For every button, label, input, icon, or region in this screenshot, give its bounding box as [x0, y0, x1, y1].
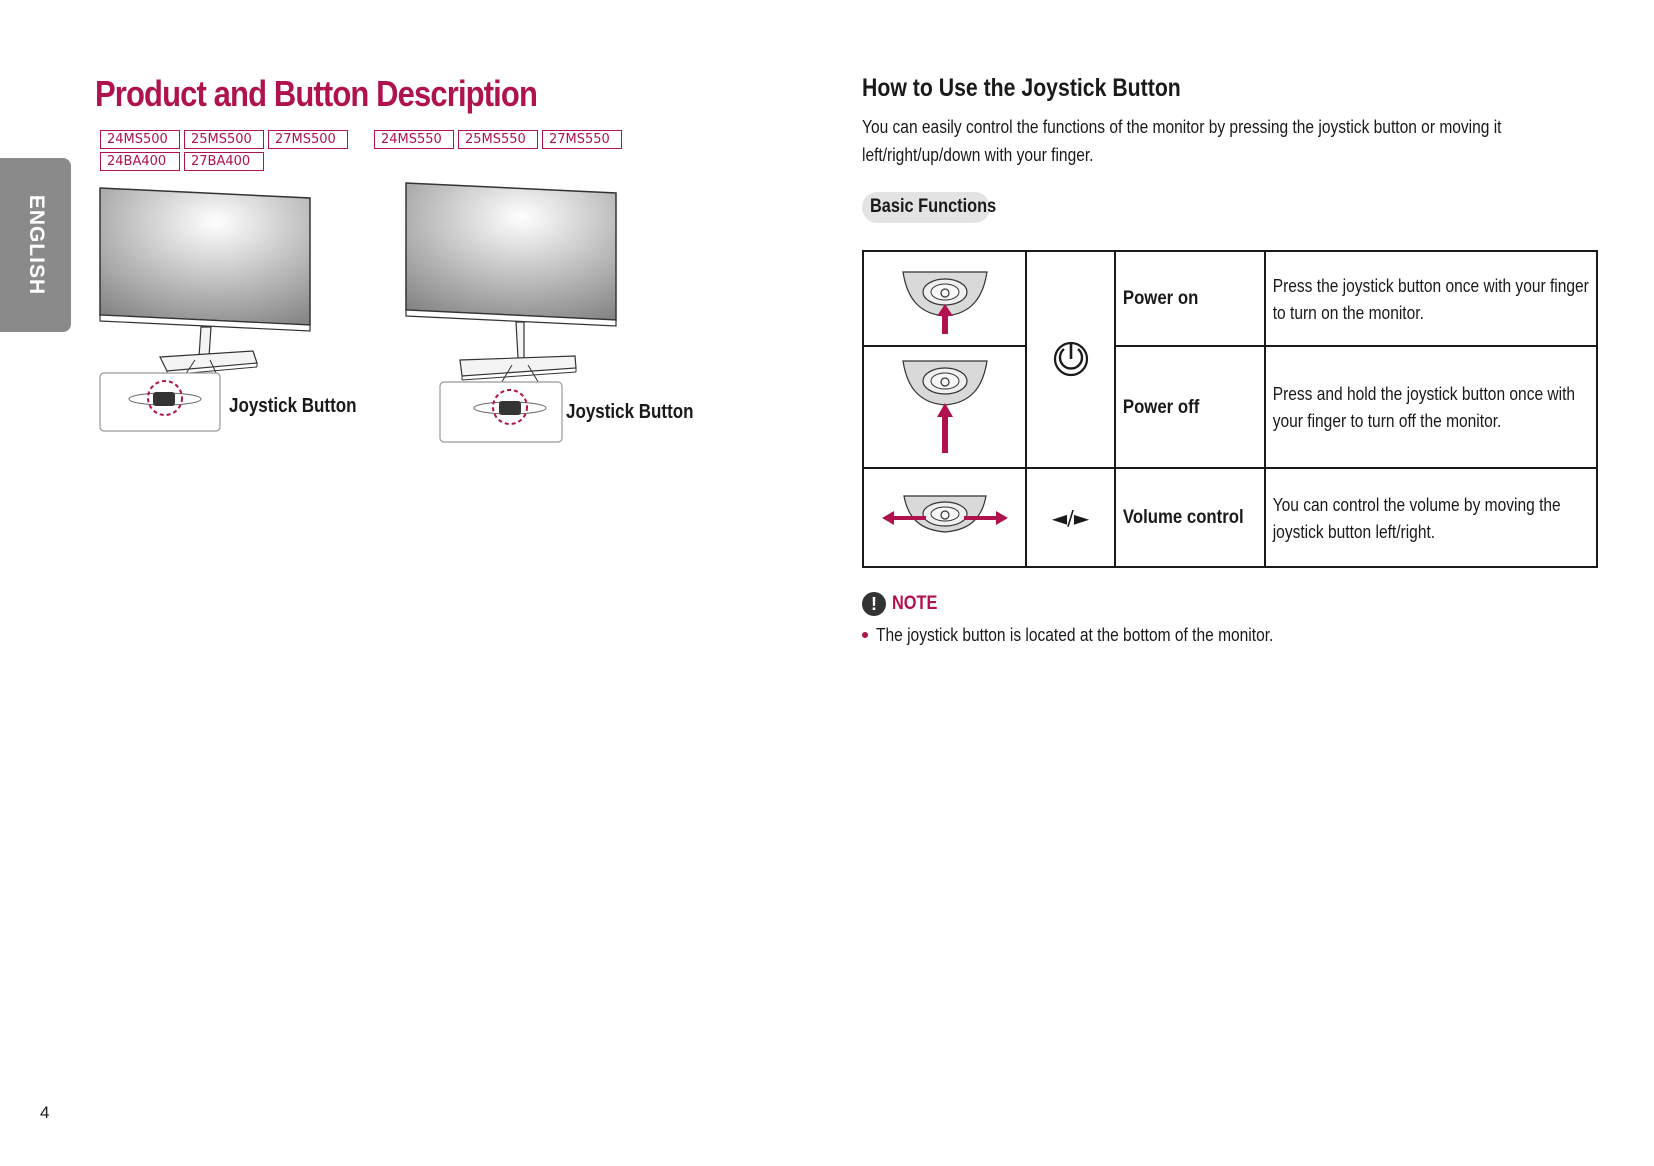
model-tag: 24MS550 — [374, 130, 454, 149]
joystick-functions-table — [862, 250, 1598, 568]
note-exclamation-icon: ! — [862, 592, 886, 616]
model-row — [100, 130, 348, 149]
note-label: NOTE — [892, 593, 938, 614]
model-row — [100, 152, 348, 171]
model-tag: 25MS550 — [458, 130, 538, 149]
page-number: 4 — [40, 1103, 50, 1122]
table-row — [863, 346, 1597, 468]
bullet-dot-icon — [862, 632, 868, 638]
table-row — [863, 468, 1597, 567]
joystick-press-illustration-cell — [863, 251, 1026, 346]
function-name: Power on — [1122, 287, 1199, 309]
joystick-press-illustration — [895, 258, 995, 334]
function-description: You can control the volume by moving the joystick button left/right. — [1272, 493, 1561, 542]
section-heading: How to Use the Joystick Button — [862, 74, 1181, 102]
model-row — [374, 130, 622, 149]
model-tag: 27BA400 — [184, 152, 264, 171]
volume-control-description-cell — [1265, 468, 1597, 567]
power-off-cell — [1115, 346, 1265, 468]
model-tag: 24BA400 — [100, 152, 180, 171]
note-item: The joystick button is located at the bottom of the monitor. — [876, 624, 1274, 645]
basic-functions-label: Basic Functions — [870, 196, 997, 217]
joystick-button-label-2: Joystick Button — [566, 401, 694, 423]
power-on-cell — [1115, 251, 1265, 346]
basic-functions-pill — [862, 192, 997, 223]
model-tag: 27MS500 — [268, 130, 348, 149]
function-description: Press and hold the joystick button once with your finger to turn off the monitor. — [1272, 383, 1576, 431]
joystick-hold-illustration-cell — [863, 346, 1026, 468]
power-on-description-cell — [1265, 251, 1597, 346]
function-name: Power off — [1122, 395, 1200, 418]
function-name: Volume control — [1122, 506, 1244, 528]
model-group-1 — [100, 130, 348, 171]
joystick-move-illustration — [880, 490, 1010, 540]
joystick-button-label-1: Joystick Button — [229, 395, 357, 417]
model-tag: 25MS500 — [184, 130, 264, 149]
joystick-hold-illustration — [895, 355, 995, 455]
left-right-arrows-icon-cell — [1026, 468, 1115, 567]
power-icon — [1051, 335, 1091, 379]
volume-control-cell — [1115, 468, 1265, 567]
intro-text: You can easily control the functions of the monitor by pressing the joystick button or moving it left/right/up/down with your finger. — [862, 116, 1502, 165]
page-title: Product and Button Description — [95, 73, 538, 114]
table-row — [863, 251, 1597, 346]
function-description: Press the joystick button once with your finger to turn on the monitor. — [1272, 274, 1589, 323]
left-right-arrows-icon: ◄/► — [1051, 505, 1090, 530]
language-tab-label: ENGLISH — [24, 194, 48, 296]
model-tag: 27MS550 — [542, 130, 622, 149]
model-group-2 — [374, 130, 622, 149]
model-tag: 24MS500 — [100, 130, 180, 149]
power-icon-cell — [1026, 251, 1115, 468]
language-tab — [0, 158, 71, 332]
power-off-description-cell — [1265, 346, 1597, 468]
joystick-move-illustration-cell — [863, 468, 1026, 567]
